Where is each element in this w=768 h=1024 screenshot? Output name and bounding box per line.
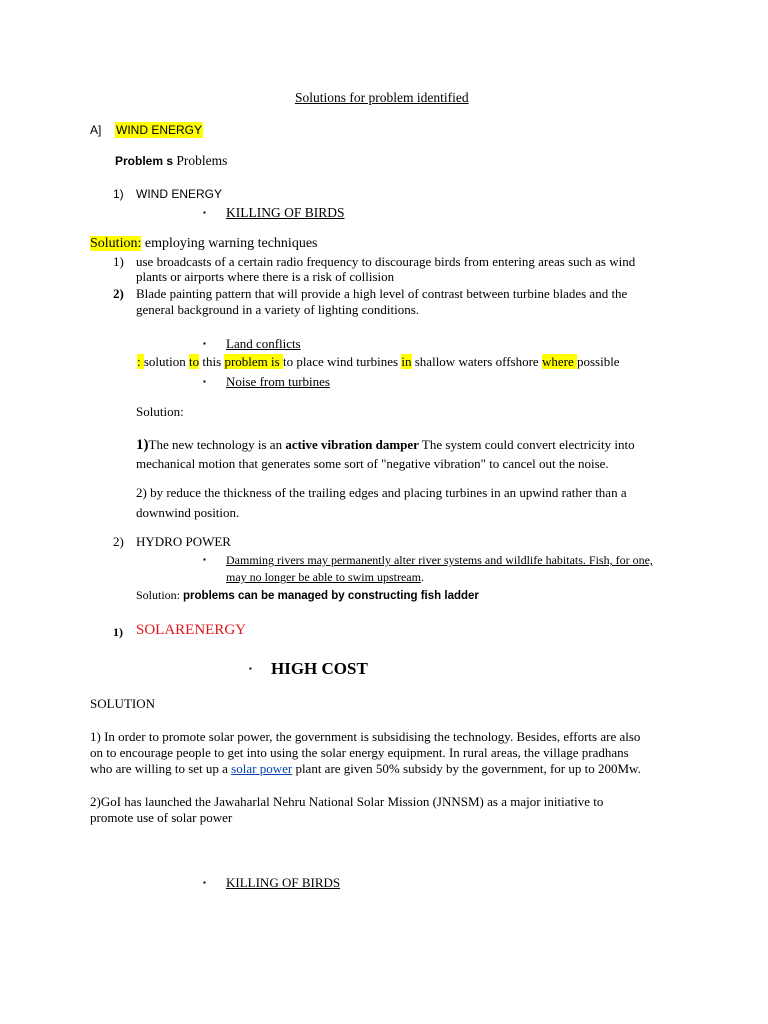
wind-item-label: WIND ENERGY — [136, 187, 223, 201]
noise-solution-num: 1) — [136, 437, 149, 453]
list-item-line: Blade painting pattern that will provide a high level of contrast between turbine blades and the — [136, 286, 628, 301]
land-solution-part: where — [541, 354, 577, 369]
solution-label: Solution: — [90, 236, 142, 251]
hydro-solution-text: problems can be managed by constructing fish ladder — [183, 590, 479, 602]
solution-warning-line — [90, 236, 318, 252]
hydro-solution — [136, 587, 479, 604]
solar-solution-1-line3 — [90, 761, 641, 777]
section-heading: WIND ENERGY — [116, 123, 203, 137]
land-solution-line — [137, 354, 620, 370]
noise-solution-text: The new technology is an — [148, 437, 286, 452]
killing-birds-heading-2: KILLING OF BIRDS — [226, 875, 341, 890]
land-conflicts-heading: Land conflicts — [226, 336, 301, 351]
high-cost-heading: HIGH COST — [271, 659, 368, 678]
solution-text: employing warning techniques — [141, 236, 318, 251]
bullet-icon: ▪ — [203, 339, 206, 348]
land-solution-part: problem is — [224, 354, 283, 369]
hydro-num: 2) — [113, 534, 124, 549]
noise-solution-text: The system could convert electricity into — [418, 437, 635, 452]
damming-line2-tail: . — [420, 570, 424, 584]
solar-solution-1-line2: on to encourage people to get into using the solar energy equipment. In rural areas, the village pradhans — [90, 745, 629, 760]
list-item-num: 2) — [113, 286, 124, 301]
noise-solution-2-line1: 2) by reduce the thickness of the trailing edges and placing turbines in an upwind rather than a — [136, 485, 627, 500]
land-solution-part: solution — [143, 354, 190, 369]
land-solution-part: this — [199, 354, 225, 369]
damming-line2-text: may no longer be able to swim upstream — [226, 570, 421, 584]
solar-solution-2-line2: promote use of solar power — [90, 810, 233, 825]
problems-bold: Problem s — [115, 154, 174, 168]
solar-solution-2-line1: 2)GoI has launched the Jawaharlal Nehru National Solar Mission (JNNSM) as a major initiative to — [90, 794, 604, 809]
noise-solution-1 — [136, 437, 635, 453]
solar-solution-text: who are willing to set up a — [90, 761, 232, 776]
land-solution-part: in — [401, 354, 412, 369]
land-solution-part: possible — [576, 354, 620, 369]
list-item-num: 1) — [113, 254, 124, 269]
land-solution-part: : — [137, 354, 144, 369]
damming-line1: Damming rivers may permanently alter river systems and wildlife habitats. Fish, for one, — [226, 553, 653, 567]
list-item-line: use broadcasts of a certain radio frequency to discourage birds from entering areas such as wind — [136, 254, 636, 269]
problems-line — [115, 153, 227, 169]
wind-item-num: 1) — [113, 187, 124, 201]
solar-solution-text: plant are given 50% subsidy by the government, for up to 200Mw. — [292, 761, 641, 776]
bullet-icon: ▪ — [203, 377, 206, 386]
land-solution-part: to — [189, 354, 200, 369]
bullet-icon: ▪ — [203, 555, 206, 564]
bullet-icon: ▪ — [203, 208, 206, 217]
noise-solution-label: Solution: — [136, 404, 184, 419]
list-item-line: general background in a variety of lighting conditions. — [136, 302, 420, 317]
section-marker: A] — [90, 123, 102, 137]
solar-num: 1) — [113, 625, 123, 639]
land-solution-part: shallow waters offshore — [411, 354, 542, 369]
page-title: Solutions for problem identified — [295, 90, 469, 105]
problems-rest: Problems — [173, 153, 228, 168]
noise-solution-bold: active vibration damper — [285, 437, 419, 452]
noise-heading: Noise from turbines — [226, 374, 330, 389]
hydro-solution-label: Solution: — [136, 588, 184, 602]
solar-solution-1-line1: 1) In order to promote solar power, the government is subsidising the technology. Besides, efforts are also — [90, 729, 641, 744]
bullet-icon: ▪ — [203, 878, 206, 887]
solar-heading: SOLARENERGY — [136, 622, 247, 638]
killing-birds-heading: KILLING OF BIRDS — [226, 205, 345, 220]
hydro-heading: HYDRO POWER — [136, 534, 231, 549]
noise-solution-1-line2: mechanical motion that generates some sort of "negative vibration" to cancel out the noise. — [136, 456, 609, 471]
damming-line2 — [226, 569, 424, 585]
bullet-icon: ▪ — [249, 664, 252, 673]
land-solution-part: to place wind turbines — [282, 354, 402, 369]
solution-caps: SOLUTION — [90, 696, 155, 711]
list-item-line: plants or airports where there is a risk of collision — [136, 269, 395, 284]
solar-power-link[interactable]: solar power — [231, 761, 293, 776]
noise-solution-2-line2: downwind position. — [136, 505, 240, 520]
